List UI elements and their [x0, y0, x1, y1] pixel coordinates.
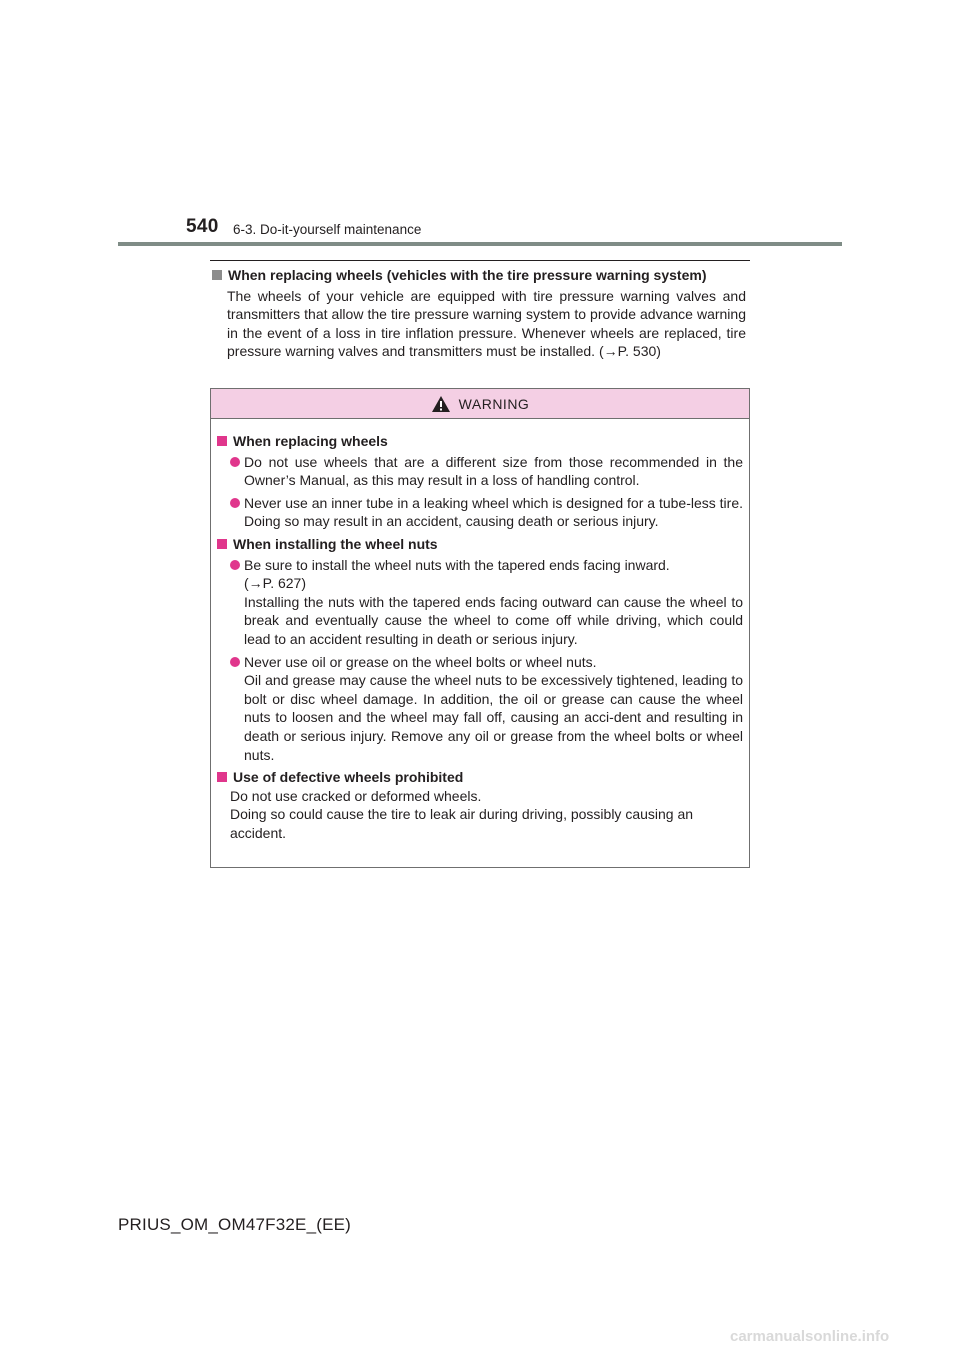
warning-bullet-text: Never use an inner tube in a leaking wheel which is designed for a tube-less tire. Doing so may result in an accident, causing death or serious injury.	[244, 494, 743, 530]
circle-bullet-icon	[230, 657, 240, 667]
warning-heading	[217, 432, 743, 451]
square-bullet-icon	[212, 270, 222, 280]
warning-paragraph: Do not use cracked or deformed wheels. Doing so could cause the tire to leak air during driving, possibly causing an accident.	[230, 787, 694, 841]
intro-body: The wheels of your vehicle are equipped with tire pressure warning valves and transmitters that allow the tire pressure warning system to provide advance warning in the event of a loss in tire inflation pressure. Whenever wheels are replaced, tire pressure warning valves and transmitters must be installed. (→P. 530)	[227, 288, 746, 360]
intro-section	[210, 260, 750, 361]
warning-heading	[217, 535, 743, 554]
square-bullet-icon	[217, 772, 227, 782]
square-bullet-icon	[217, 436, 227, 446]
square-bullet-icon	[217, 539, 227, 549]
warning-heading-text: Use of defective wheels prohibited	[233, 769, 464, 786]
section-title: 6-3. Do-it-yourself maintenance	[233, 222, 422, 237]
warning-bullet-text: Be sure to install the wheel nuts with the tapered ends facing inward. (→P. 627) Installing the nuts with the tapered ends facing outward can cause the wheel to break and eventually cause the wheel to come off while driving, which could lead to an accident resulting in death or serious injury.	[244, 556, 743, 647]
warning-bullet	[230, 556, 743, 649]
watermark: carmanualsonline.info	[730, 1328, 890, 1345]
document-code: PRIUS_OM_OM47F32E_(EE)	[118, 1215, 352, 1234]
warning-heading-text: When installing the wheel nuts	[233, 535, 438, 552]
warning-header	[211, 389, 749, 419]
warning-bullet	[230, 653, 743, 765]
warning-bullet-text: Never use oil or grease on the wheel bolts or wheel nuts. Oil and grease may cause the wheel nuts to be excessively tightened, leading to bolt or disc wheel damage. In addition, the oil or grease can cause the wheel nuts to loosen and the wheel may fall off, causing an acci-dent and resulting in death or serious injury. Remove any oil or grease from the wheel bolts or wheel nuts.	[244, 653, 743, 763]
warning-label: WARNING	[458, 395, 530, 412]
warning-content	[211, 419, 749, 842]
warning-heading	[217, 768, 743, 787]
warning-box	[210, 388, 750, 868]
warning-bullet	[230, 453, 743, 490]
warning-bullet-text: Do not use wheels that are a different size from those recommended in the Owner’s Manual, as this may result in a loss of handling control.	[244, 453, 743, 489]
header-rule	[118, 242, 842, 246]
intro-heading-row	[210, 266, 750, 285]
intro-heading: When replacing wheels (vehicles with the tire pressure warning system)	[228, 267, 707, 283]
warning-heading-text: When replacing wheels	[233, 433, 388, 449]
circle-bullet-icon	[230, 457, 240, 467]
circle-bullet-icon	[230, 560, 240, 570]
warning-triangle-icon	[431, 395, 451, 413]
page-number: 540	[186, 216, 219, 237]
circle-bullet-icon	[230, 498, 240, 508]
warning-bullet	[230, 494, 743, 531]
